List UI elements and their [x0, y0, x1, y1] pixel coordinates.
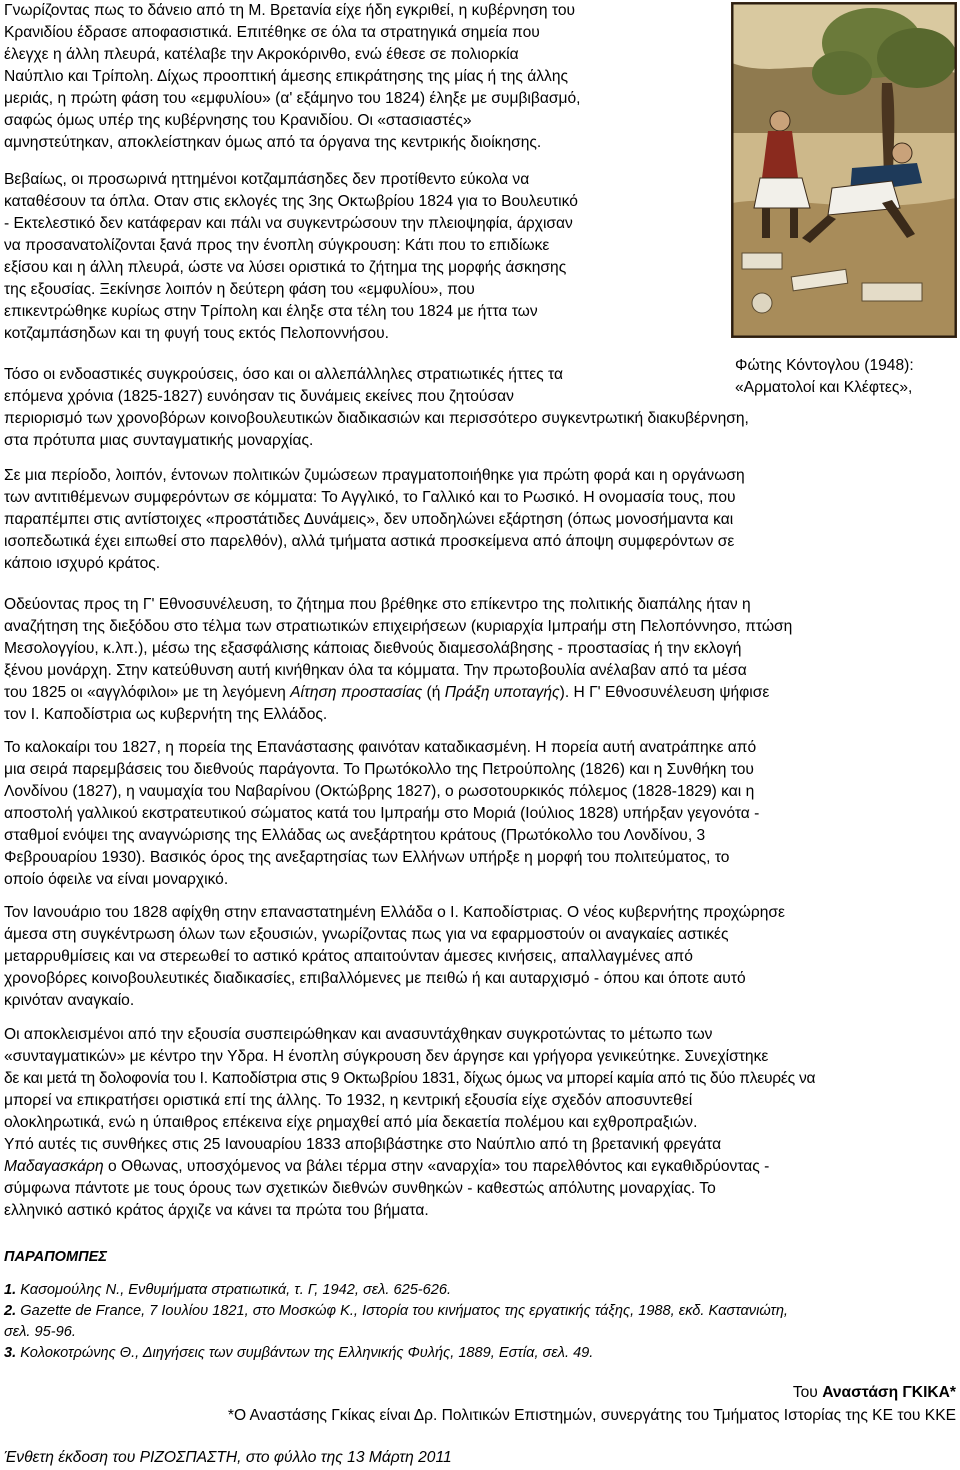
text-line: έλεγχε η άλλη πλευρά, κατέλαβε την Ακροκόρινθο, ενώ έθεσε σε πολιορκία: [4, 46, 519, 63]
text-line: να προσανατολίζονται ξανά προς την ένοπλη σύγκρουση: Κάτι που το επιδίωκε: [4, 237, 550, 254]
text-line: Γνωρίζοντας πως το δάνειο από τη Μ. Βρετανία είχε ήδη εγκριθεί, η κυβέρνηση του: [4, 2, 576, 19]
text-line: Βεβαίως, οι προσωρινά ηττημένοι κοτζαμπάσηδες δεν προτίθεντο εύκολα να: [4, 171, 530, 188]
text-line: σαφώς όμως υπέρ της κυβέρνησης του Κρανιδίου. Οι «στασιαστές»: [4, 112, 472, 129]
text-span: ο Οθωνας, υποσχόμενος να βάλει τέρμα στην «αναρχία» του παρελθόντος και εγκαθιδρύοντας -: [103, 1158, 770, 1175]
text-line: - Εκτελεστικό δεν κατάφεραν και πάλι να συγκεντρώσουν την πλειοψηφία, άρχισαν: [4, 215, 573, 232]
paragraph-parties: [4, 465, 745, 575]
references-list: [4, 1280, 788, 1364]
reference-item: [4, 1343, 788, 1364]
text-line: Σε μια περίοδο, λοιπόν, έντονων πολιτικών ζυμώσεων πραγματοποιήθηκε για πρώτη φορά και η οργάνωση: [4, 467, 745, 484]
text-line: στα πρότυπα μιας συνταγματικής μοναρχίας.: [4, 432, 314, 449]
text-line: της εξουσίας. Ξεκίνησε λοιπόν η δεύτερη φάση του «εμφυλίου», που: [4, 281, 475, 298]
paragraph-international: [4, 737, 759, 891]
text-line: εξίσου και η άλλη πλευρά, ώστε να λύσει οριστικά το ζήτημα της μορφής άσκησης: [4, 259, 567, 276]
text-line: χρονοβόρες κοινοβουλευτικές διαδικασίες, επιβαλλόμενες με πειθώ ή και αυταρχισμό - όπου και όποτε αυτό: [4, 970, 746, 987]
text-line: δε και μετά τη δολοφονία του Ι. Καποδίστρια στις 9 Οκτωβρίου 1831, δίχως όμως να μπορεί καμία από τις δύο πλευρές να: [4, 1070, 816, 1087]
text-line: αποστολή γαλλικού εκστρατευτικού σώματος κατά του Ιμπραήμ στο Μοριά (Ιούλιος 1828) υπήρξαν γεγονότα -: [4, 805, 760, 822]
text-line: «συνταγματικών» με κέντρο την Υδρα. Η ένοπλη σύγκρουση δεν άργησε και γρήγορα γενικεύτηκε. Συνεχίστηκε: [4, 1048, 769, 1065]
text-line: Κρανιδίου έδρασε αποφασιστικά. Επιτέθηκε σε όλα τα στρατηγικά σημεία που: [4, 24, 540, 41]
caption-line: «Αρματολοί και Κλέφτες»,: [735, 379, 913, 396]
reference-number: 1.: [4, 1282, 17, 1298]
paragraph-othon: [4, 1024, 815, 1222]
author-note: *Ο Αναστάσης Γκίκας είναι Δρ. Πολιτικών Επιστημών, συνεργάτης του Τμήματος Ιστορίας της ΚΕ του ΚΚΕ: [227, 1407, 956, 1424]
text-line: Μεσολογγίου, κ.λπ.), μέσω της εξασφάλισης κάποιας διεθνούς διαμεσολάβησης - προστασίας ή την εκλογή: [4, 640, 742, 657]
text-line: [4, 682, 792, 704]
ship-name: Μαδαγασκάρη: [4, 1158, 104, 1175]
reference-item: [4, 1322, 788, 1343]
reference-number: 3.: [4, 1345, 17, 1361]
text-line: Ναύπλιο και Τρίπολη. Δίχως προοπτική άμεσης επικράτησης της μίας ή της άλλης: [4, 68, 569, 85]
caption-line: Φώτης Κόντογλου (1948):: [735, 357, 914, 374]
text-line: σταθμοί ενόψει της αναγνώρισης της Ελλάδας ως ανεξάρτητου κράτους (Πρωτόκολλο του Λονδίνου, 3: [4, 827, 706, 844]
reference-item: [4, 1301, 788, 1322]
author-prefix: Του: [792, 1384, 823, 1401]
text-line: Οδεύοντας προς τη Γ' Εθνοσυνέλευση, το ζήτημα που βρέθηκε στο επίκεντρο της πολιτικής διαπάλης ήταν η: [4, 596, 751, 613]
reference-number: 2.: [4, 1303, 17, 1319]
text-line: ελληνικό αστικό κράτος άρχιζε να κάνει τα πρώτα του βήματα.: [4, 1202, 429, 1219]
paragraph-second-phase: [4, 169, 578, 345]
text-line: Φεβρουαρίου 1930). Βασικός όρος της ανεξαρτησίας των Ελλήνων υπήρξε η μορφή του πολιτεύματος, το: [4, 849, 730, 866]
text-line: των αντιτιθέμενων συμφερόντων σε κόμματα: Το Αγγλικό, το Γαλλικό και το Ρωσικό. Η ονομασία τους, που: [4, 489, 736, 506]
text-line: επικεντρώθηκε κυρίως στην Τρίπολη και έληξε στα τέλη του 1824 με ήττα των: [4, 303, 538, 320]
text-line: περιορισμό των χρονοβόρων κοινοβουλευτικών διαδικασιών και περισσότερο συγκεντρωτική διακυβέρνηση,: [4, 410, 749, 427]
paragraph-kapodistrias: [4, 902, 785, 1012]
paragraph-intro: [4, 0, 580, 154]
text-line: άμεσα στη συγκέντρωση όλων των εξουσιών, γνωρίζοντας πως για να εφαρμοστούν οι αναγκαίες αστικές: [4, 926, 729, 943]
kontoglou-painting: [731, 2, 957, 338]
text-span: του 1825 οι «αγγλόφιλοι» με τη λεγόμενη: [4, 684, 291, 701]
text-line: ισοπεδωτικά έχει ειπωθεί στο παρελθόν), αλλά τμήματα αστικά προσκείμενα από άποψη συμφερόντων σε: [4, 533, 735, 550]
reference-text: σελ. 95-96.: [4, 1324, 76, 1340]
text-line: Τόσο οι ενδοαστικές συγκρούσεις, όσο και οι αλλεπάλληλες στρατιωτικές ήττες τα: [4, 366, 563, 383]
text-line: Οι αποκλεισμένοι από την εξουσία συσπειρώθηκαν και ανασυντάχθηκαν συγκροτώντας το μέτωπο των: [4, 1026, 713, 1043]
text-line: μια σειρά παρεμβάσεις του διεθνούς παράγοντα. Το Πρωτόκολλο της Πετρούπολης (1826) και η Συνθήκη του: [4, 761, 754, 778]
reference-text: Κασομούλης Ν., Ενθυμήματα στρατιωτικά, τ. Γ, 1942, σελ. 625-626.: [16, 1282, 452, 1298]
italic-title: Πράξη υποταγής: [444, 684, 560, 701]
text-line: μπορεί να επικρατήσει οριστικά επί της άλλης. Το 1932, η κεντρική εξουσία είχε σχεδόν αποσυντεθεί: [4, 1092, 693, 1109]
text-line: παραπέμπει στις αντίστοιχες «προστάτιδες Δυνάμεις», δεν υποδηλώνει εξάρτηση (όπως μονοσήμαντα και: [4, 511, 734, 528]
text-line: μεριάς, η πρώτη φάση του «εμφυλίου» (α' εξάμηνο του 1824) έληξε με συμβιβασμό,: [4, 90, 581, 107]
text-line: επόμενα χρόνια (1825-1827) ευνόησαν τις δυνάμεις εκείνες που ζητούσαν: [4, 388, 514, 405]
text-line: Λονδίνου (1827), η ναυμαχία του Ναβαρίνου (Οκτώβρης 1827), ο ρωσοτουρκικός πόλεμος (1828-1829) και η: [4, 783, 755, 800]
text-line: αμνηστεύτηκαν, αποκλείστηκαν όμως από τα όργανα της κεντρικής διοίκησης.: [4, 134, 542, 151]
author-line: [793, 1382, 956, 1404]
text-line: κοτζαμπάσηδων και τη φυγή τους εκτός Πελοποννήσου.: [4, 325, 389, 342]
text-line: καταθέσουν τα όπλα. Οταν στις εκλογές της 3ης Οκτωβρίου 1824 για το Βουλευτικό: [4, 193, 578, 210]
text-line: οποίο όφειλε να είναι μοναρχικό.: [4, 871, 229, 888]
reference-item: [4, 1280, 788, 1301]
paragraph-defeats: [4, 364, 749, 452]
reference-text: Gazette de France, 7 Ιουλίου 1821, στο Μοσκώφ Κ., Ιστορία του κινήματος της εργατικής τάξης, 1988, εκδ. Καστανιώτη,: [16, 1303, 788, 1319]
text-line: [4, 1156, 815, 1178]
reference-text: Κολοκοτρώνης Θ., Διηγήσεις των συμβάντων της Ελληνικής Φυλής, 1889, Εστία, σελ. 49.: [16, 1345, 594, 1361]
text-line: σύμφωνα πάντοτε με τους όρους των σχετικών διεθνών συνθηκών - καθεστώς απόλυτης μοναρχίας. Το: [4, 1180, 716, 1197]
text-line: ολοκληρωτικά, ενώ η ύπαιθρος επέκεινα είχε ρημαχθεί από μία δεκαετία πολέμου και εχθροπραξιών.: [4, 1114, 698, 1131]
text-line: Τον Ιανουάριο του 1828 αφίχθη στην επαναστατημένη Ελλάδα ο Ι. Καποδίστριας. Ο νέος κυβερνήτης προχώρησε: [4, 904, 785, 921]
text-line: Το καλοκαίρι του 1827, η πορεία της Επανάστασης φαινόταν καταδικασμένη. Η πορεία αυτή ανατράπηκε από: [4, 739, 757, 756]
paragraph-national-assembly: [4, 594, 792, 726]
text-line: μεταρρυθμίσεις και να στερεωθεί το αστικό κράτος απαιτούνταν άμεσες κινήσεις, απαλλαγμένες από: [4, 948, 693, 965]
text-line: κρινόταν αναγκαίο.: [4, 992, 135, 1009]
painting-image: [732, 3, 956, 337]
references-heading: ΠΑΡΑΠΟΜΠΕΣ: [4, 1249, 108, 1265]
text-line: τον Ι. Καποδίστρια ως κυβερνήτη της Ελλάδος.: [4, 706, 328, 723]
text-span: (ή: [422, 684, 445, 701]
author-name: Αναστάση ΓΚΙΚΑ*: [822, 1384, 956, 1401]
painting-caption: [735, 355, 957, 399]
text-line: Υπό αυτές τις συνθήκες στις 25 Ιανουαρίου 1833 αποβιβάστηκε στο Ναύπλιο από τη βρετανική φρεγάτα: [4, 1136, 722, 1153]
references: [4, 1246, 107, 1268]
text-span: ). Η Γ' Εθνοσυνέλευση ψήφισε: [559, 684, 770, 701]
italic-title: Αίτηση προστασίας: [290, 684, 423, 701]
text-line: κάποιο ισχυρό κράτος.: [4, 555, 161, 572]
text-line: αναζήτηση της διεξόδου στο τέλμα των στρατιωτικών επιχειρήσεων (κυριαρχία Ιμπραήμ στη Πελοπόννησο, πτώση: [4, 618, 793, 635]
publication-footer: Ένθετη έκδοση του ΡΙΖΟΣΠΑΣΤΗ, στο φύλλο της 13 Μάρτη 2011: [4, 1449, 452, 1466]
text-line: ξένου μονάρχη. Στην κατεύθυνση αυτή κινήθηκαν όλα τα κόμματα. Την πρωτοβουλία ανέλαβαν από τα μέσα: [4, 662, 747, 679]
